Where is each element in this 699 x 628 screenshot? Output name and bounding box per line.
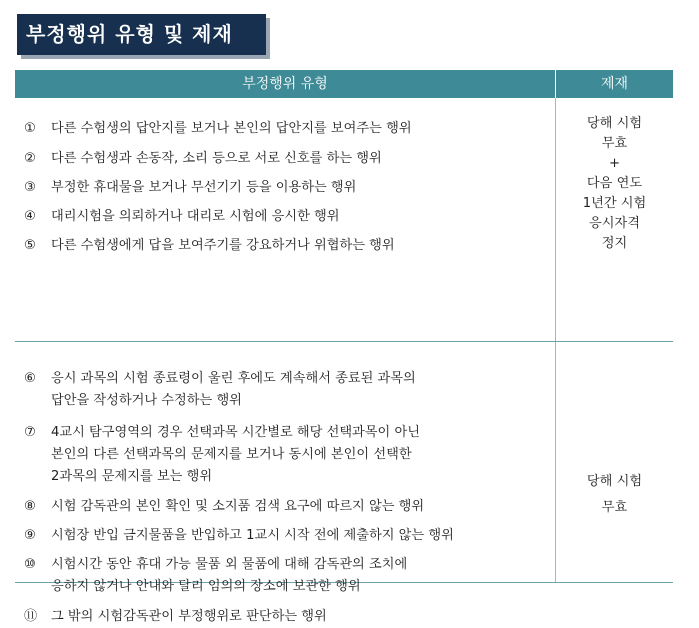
misconduct-table [15,70,673,624]
table-row-group1: ① 다른 수험생의 답안지를 보거나 본인의 답안지를 보여주는 행위 ② 다른 수험생과 손동작, 소리 등으로 서로 신호를 하는 행위 ③ 부정한 휴대물을 보거나 무선기기 등을 이용하는 행위 ④ 대리시험을 의뢰하거나 대리로 시험에 응시한 행위 ⑤ 다른 수험생에게 답을 보여주기를 강요하거나 위협하는 행위 당해 시험 무효 + 다음 연도 1년간 시험 응시자격 정지 [15,98,673,342]
table-row-group2: ⑥ 응시 과목의 시험 종료령이 울린 후에도 계속해서 종료된 과목의 답안을 작성하거나 수정하는 행위 ⑦ 4교시 탐구영역의 경우 선택과목 시간별로 해당 선택과목이 아닌 본인의 다른 선택과목의 문제지를 보거나 동시에 본인이 선택한 2과목의 문제지를 보는 행위 ⑧ 시험 감독관의 본인 확인 및 소지품 검색 요구에 따르지 않는 행위 ⑨ 시험장 반입 금지물품을 반입하고 1교시 시작 전에 제출하지 않는 행위 ⑩ 시험시간 동안 휴대 가능 물품 외 물품에 대해 감독관의 조치에 응하지 않거나 안내와 달리 임의의 장소에 보관한 행위 ⑪ 그 밖의 시험감독관이 부정행위로 판단하는 행위 당해 시험 무효 [15,342,673,581]
table-header [15,70,673,98]
sanction-group2: 당해 시험 무효 [586,474,643,515]
header-sanction: 제재 [556,70,673,98]
header-type: 부정행위 유형 [15,70,555,98]
page-title: 부정행위 유형 및 제재 [17,14,266,55]
sanction-group1: 당해 시험 무효 + 다음 연도 1년간 시험 응시자격 정지 [582,116,647,251]
